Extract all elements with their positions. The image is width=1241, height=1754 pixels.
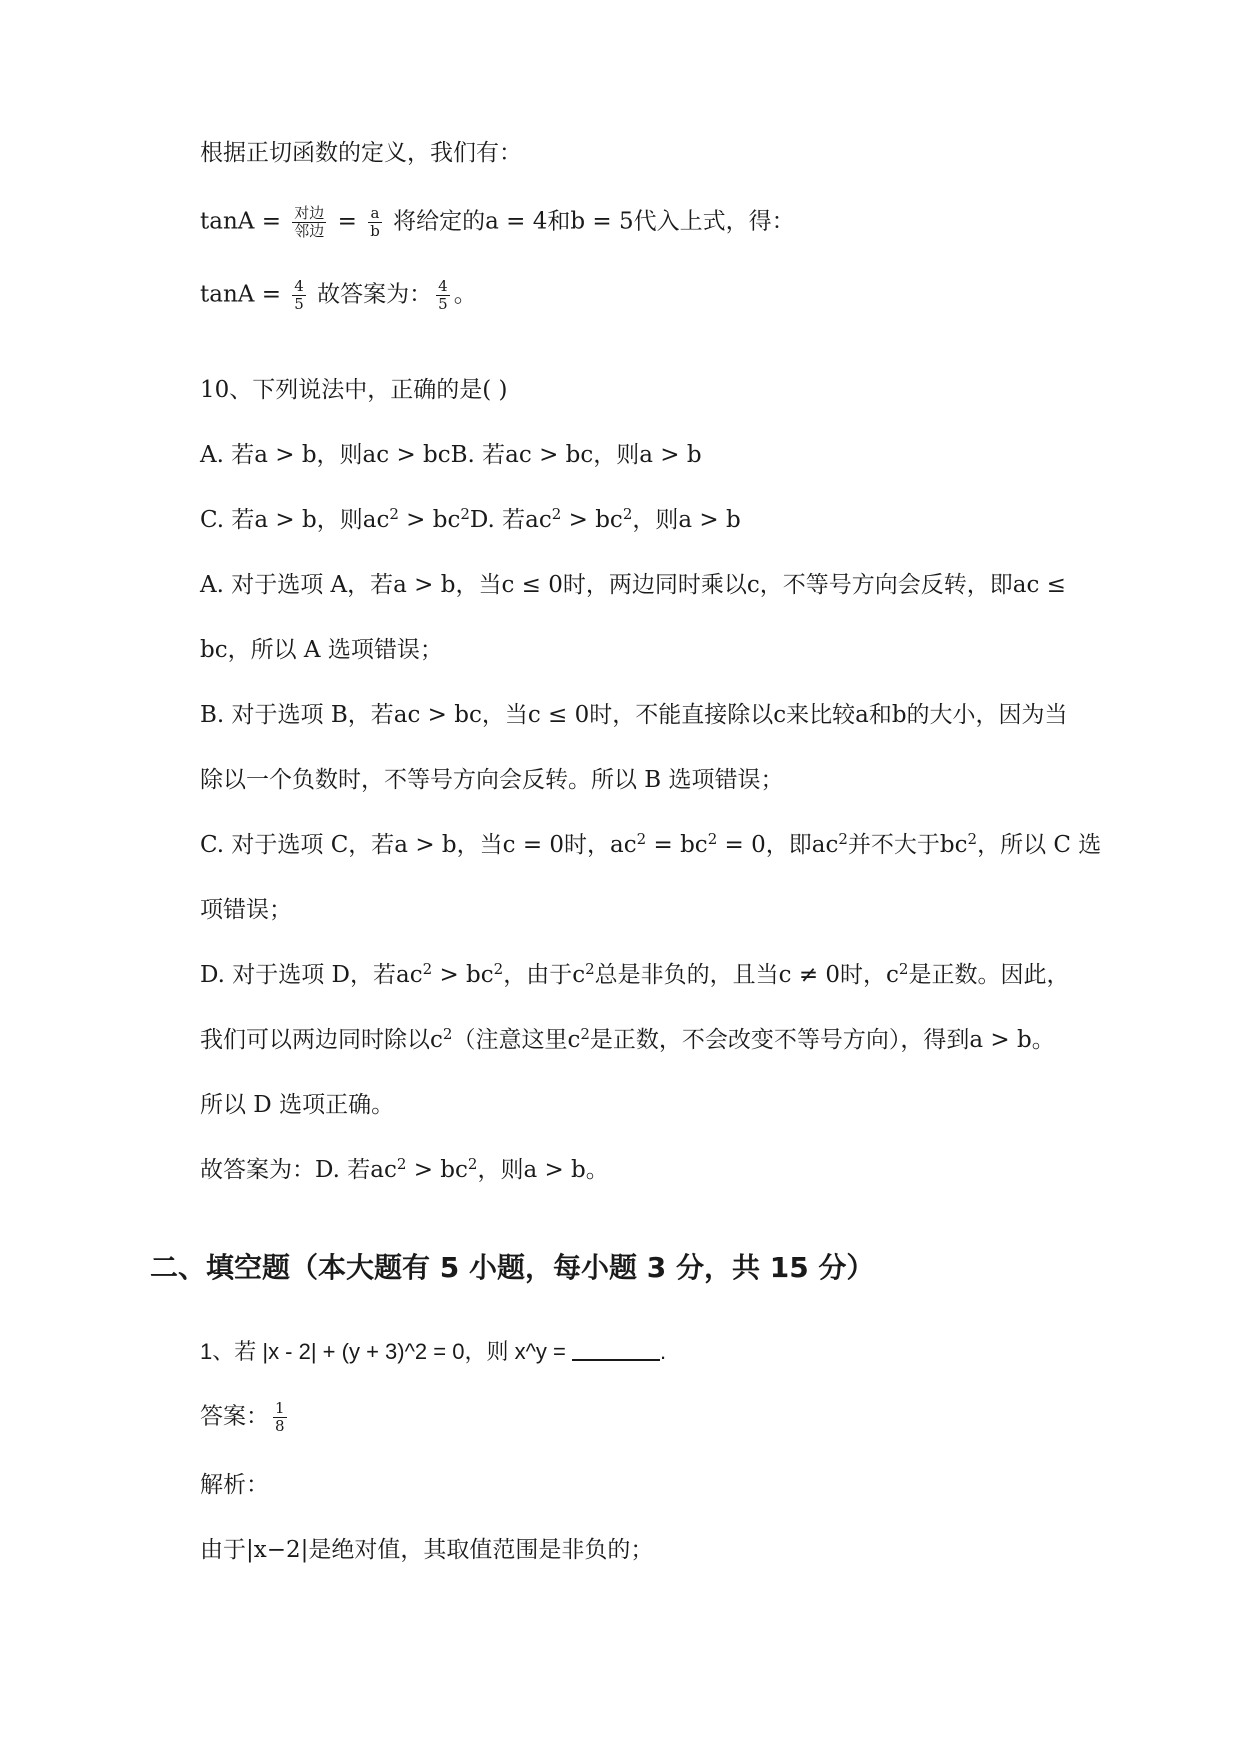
answer-blank [572,1339,660,1361]
answer-line: 答案： $\frac{1}{8}$ [200,1399,285,1435]
explanation-b-cont: 除以一个负数时，不等号方向会反转。所以 B 选项错误； [200,767,784,793]
explanation-a: A. 对于选项 A，若a > b，当c ≤ 0时，两边同时乘以c，不等号方向会反转，即ac ≤ [200,572,1066,598]
text-line: 根据正切函数的定义，我们有： [200,140,522,166]
question-10: 10、下列说法中，正确的是( ) [200,377,508,403]
options-c-d: C. 若a > b，则$ac^2 > bc^2D$. 若$ac^2 > bc^2$，则a > b [200,505,741,533]
explanation-a-cont: bc，所以 A 选项错误； [200,637,443,663]
fill-question-1: 1、若 |x - 2| + (y + 3)^2 = 0，则 x^y = . [200,1339,667,1364]
analysis-label: 解析： [200,1472,269,1498]
explanation-b: B. 对于选项 B，若ac > bc，当c ≤ 0时，不能直接除以c来比较a和b的大小，因为当 [200,702,1068,728]
formula-line: tanA = $\frac{4}{5}$ 故答案为： $\frac{4}{5}$ 。 [200,277,477,313]
fraction: $\frac{4}{5}$ [294,277,304,313]
fraction: $\frac{\text{对边}}{\text{邻边}}$ [294,204,325,240]
explanation-d-end: 所以 D 选项正确。 [200,1092,395,1118]
answer-line: 故答案为：D. 若$ac^2 > bc^2$，则a > b。 [200,1155,609,1183]
explanation-d: D. 对于选项 D，若$ac^2 > bc^2$，由于$c^2$总是非负的，且当c ≠ 0时，$c^2$是正数。因此， [200,960,1070,988]
fraction: $\frac{a}{b}$ [370,204,380,240]
explanation-c: C. 对于选项 C，若a > b，当c = 0时，$ac^2 = bc^2 = 0$，即$ac^2$并不大于$bc^2$，所以 C 选 [200,830,1102,858]
section-heading: 二、填空题（本大题有 5 小题，每小题 3 分，共 15 分） [150,1251,875,1284]
fraction: $\frac{1}{8}$ [275,1399,285,1435]
options-a-b: A. 若a > b，则ac > bcB. 若ac > bc，则a > b [200,442,702,468]
fraction: $\frac{4}{5}$ [438,277,448,313]
analysis-line: 由于|x−2|是绝对值，其取值范围是非负的； [200,1537,654,1563]
formula-line: tanA = $\frac{\text{对边}}{\text{邻边}}$ = $\frac{a}{b}$ 将给定的a = 4和b = 5代入上式，得： [200,204,795,240]
explanation-c-cont: 项错误； [200,897,292,923]
explanation-d-cont: 我们可以两边同时除以$c^2$（注意这里$c^2$是正数，不会改变不等号方向），得到a > b。 [200,1025,1055,1053]
